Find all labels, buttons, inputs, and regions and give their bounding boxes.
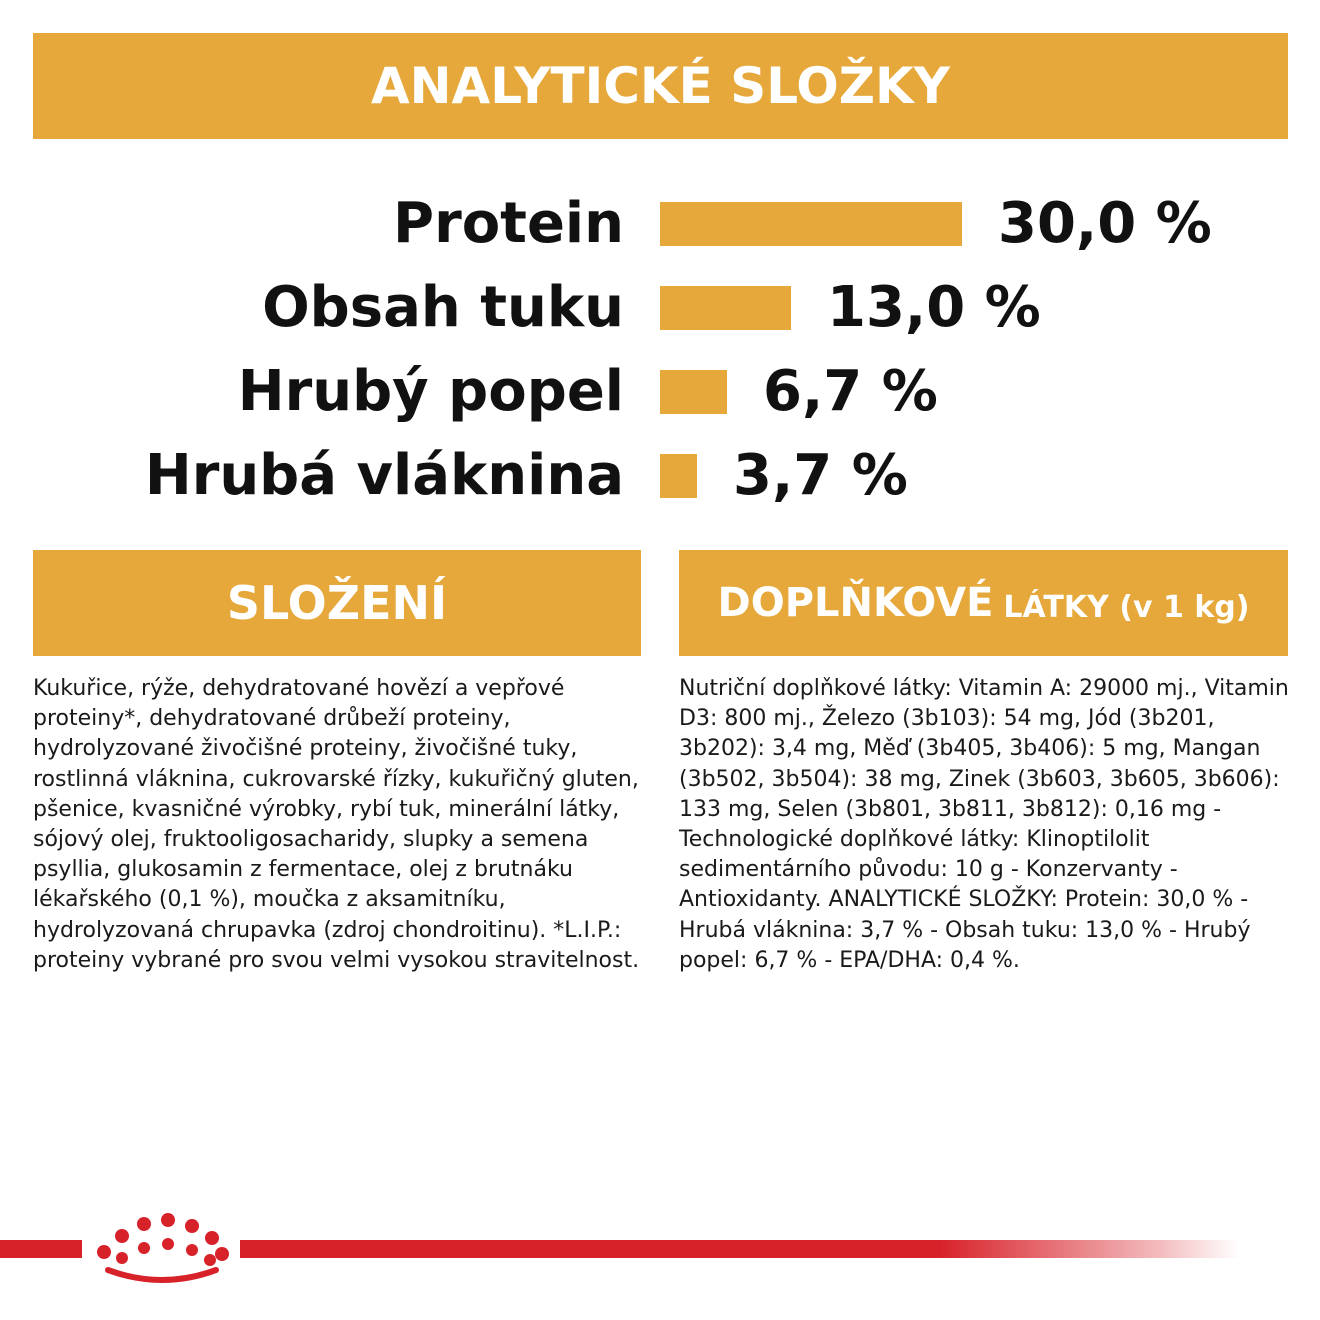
royal-canin-crown-logo (92, 1208, 230, 1288)
analytic-header (33, 33, 1288, 139)
composition-text: Kukuřice, rýže, dehydratované hovězí a vepřové proteiny*, dehydratované drůbeží proteiny, hydrolyzované živočišné proteiny, živočišné tuky, rostlinná vláknina, cukrovarské řízky, kukuřičný gluten, pšenice, kvasničné výrobky, rybí tuk, minerální látky, sójový olej, fruktooligosacharidy, slupky a semena psyllia, glukosamin z fermentace, olej z brutnáku lékařského (0,1 %), moučka z aksamitníku, hydrolyzovaná chrupavka (zdroj chondroitinu). *L.I.P.: proteiny vybrané pro svou velmi vysokou stravitelnost. (33, 676, 640, 973)
additives-header (679, 550, 1288, 656)
nutrient-label: Protein (393, 191, 624, 256)
composition-header (33, 550, 641, 656)
analytic-header-title: ANALYTICKÉ SLOŽKY (370, 57, 951, 115)
nutrient-label: Hrubý popel (237, 359, 624, 424)
nutrient-label: Obsah tuku (262, 275, 624, 340)
nutrient-label: Hrubá vláknina (144, 443, 624, 508)
nutrient-bar (660, 370, 727, 414)
footer-red-line-right (240, 1240, 1240, 1258)
nutrient-row (0, 434, 1320, 518)
composition-header-title: SLOŽENÍ (226, 576, 448, 630)
nutrient-row (0, 182, 1320, 266)
nutrient-bar (660, 202, 962, 246)
nutrient-value: 30,0 % (998, 191, 1212, 256)
nutrient-row (0, 266, 1320, 350)
additives-header-subtitle: LÁTKY (v 1 kg) (1003, 589, 1250, 625)
nutrient-bar (660, 454, 697, 498)
nutrient-value: 6,7 % (763, 359, 938, 424)
nutrient-row (0, 350, 1320, 434)
footer-red-line-left (0, 1240, 82, 1258)
nutrient-value: 13,0 % (827, 275, 1041, 340)
nutrient-value: 3,7 % (733, 443, 908, 508)
additives-header-title: DOPLŇKOVÉ (717, 580, 994, 626)
nutrient-bar (660, 286, 791, 330)
additives-text: Nutriční doplňkové látky: Vitamin A: 29000 mj., Vitamin D3: 800 mj., Železo (3b103): 54 mg, Jód (3b201, 3b202): 3,4 mg, Měď (3b405, 3b406): 5 mg, Mangan (3b502, 3b504): 38 mg, Zinek (3b603, 3b605, 3b606): 133 mg, Selen (3b801, 3b811, 3b812): 0,16 mg - Technologické doplňkové látky: Klinoptilolit sedimentárního původu: 10 g - Konzervanty - Antioxidanty. ANALYTICKÉ SLOŽKY: Protein: 30,0 % - Hrubá vláknina: 3,7 % - Obsah tuku: 13,0 % - Hrubý popel: 6,7 % - EPA/DHA: 0,4 %. (679, 676, 1289, 973)
